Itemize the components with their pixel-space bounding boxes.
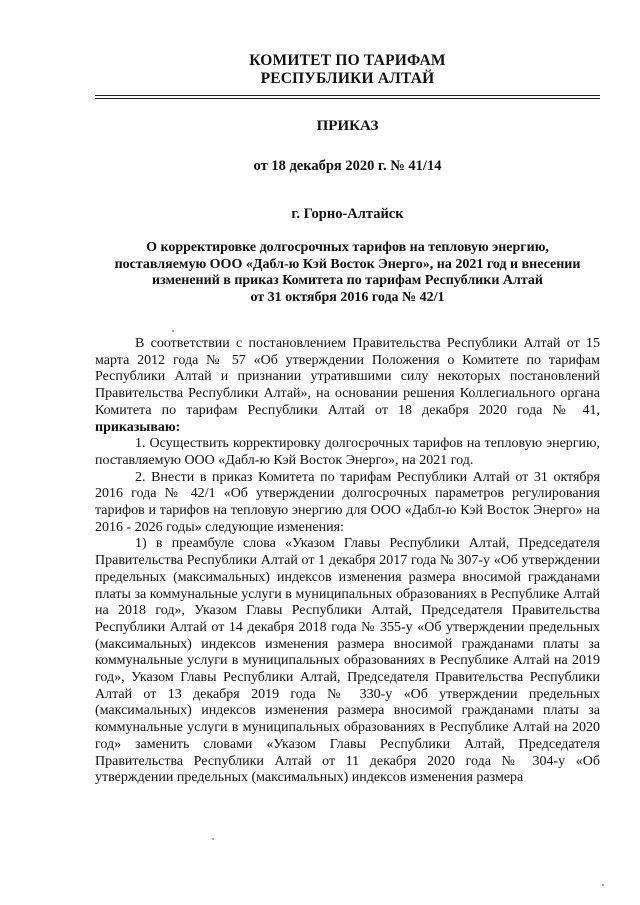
preamble-bold: приказываю: <box>95 419 181 435</box>
org-name-line-2: РЕСПУБЛИКИ АЛТАЙ <box>260 70 435 87</box>
subject-line: от 31 октября 2016 года № 42/1 <box>250 289 445 305</box>
preamble-paragraph <box>95 336 600 436</box>
document-header <box>95 52 600 88</box>
order-body <box>95 336 600 787</box>
item-2-1-paragraph: 1) в преамбуле слова «Указом Главы Республики Алтай, Председателя Правительства Республики Алтай от 1 декабря 2017 года № 307-у «Об утверждении предельных (максимальных) индексов изменения размера вносимой гражданами платы за коммунальные услуги в муниципальных образованиях в Республике Алтай на 2018 год», Указом Главы Республики Алтай, Председателя Правительства Республики Алтай от 14 декабря 2018 года № 355-у «Об утверждении предельных (максимальных) индексов изменения размера вносимой гражданами платы за коммунальные услуги в муниципальных образованиях в Республике Алтай на 2019 год», Указом Главы Республики Алтай, Председателя Правительства Республики Алтай от 13 декабря 2019 года № 330-у «Об утверждении предельных (максимальных) индексов изменения размера вносимой гражданами платы за коммунальные услуги в муниципальных образованиях в Республике Алтай на 2020 год» заменить словами «Указом Главы Республики Алтай, Председателя Правительства Республики Алтай от 11 декабря 2020 года № 304-у «Об утверждении предельных (максимальных) индексов изменения размера <box>95 536 600 786</box>
subject-line: О корректировке долгосрочных тарифов на тепловую энергию, <box>146 240 549 255</box>
order-title: ПРИКАЗ <box>316 118 379 134</box>
scan-speck <box>172 330 174 332</box>
subject-line: изменений в приказ Комитета по тарифам Республики Алтай <box>152 273 543 289</box>
header-rule-thin <box>95 98 600 99</box>
order-date: от 18 декабря 2020 г. № 41/14 <box>253 158 442 174</box>
org-name-line-1: КОМИТЕТ ПО ТАРИФАМ <box>249 52 446 69</box>
header-rule-thick <box>95 95 600 96</box>
preamble-text: В соответствии с постановлением Правительства Республики Алтай от 15 марта 2012 года № 57 «Об утверждении Положения о Комитете по тарифам Республики Алтай и признании утратившими силу некоторых постановлений Правительства Республики Алтай», на основании решения Коллегиального органа Комитета по тарифам Республики Алтай от 18 декабря 2020 года № 41, <box>95 336 600 418</box>
item-1-paragraph: 1. Осуществить корректировку долгосрочных тарифов на тепловую энергию, поставляемую ООО «Дабл-ю Кэй Восток Энерго», на 2021 год. <box>95 436 600 468</box>
scan-speck <box>212 838 214 840</box>
subject-line: поставляемую ООО «Дабл-ю Кэй Восток Энерго», на 2021 год и внесении <box>114 256 581 272</box>
scan-speck <box>602 884 604 886</box>
order-subject <box>95 240 600 306</box>
item-2-paragraph: 2. Внести в приказ Комитета по тарифам Республики Алтай от 31 октября 2016 года № 42/1 «Об утверждении долгосрочных параметров регулирования тарифов и тарифов на тепловую энергию для ООО «Дабл-ю Кэй Восток Энерго» на 2016 - 2026 годы» следующие изменения: <box>95 469 600 535</box>
order-city: г. Горно-Алтайск <box>291 206 404 222</box>
